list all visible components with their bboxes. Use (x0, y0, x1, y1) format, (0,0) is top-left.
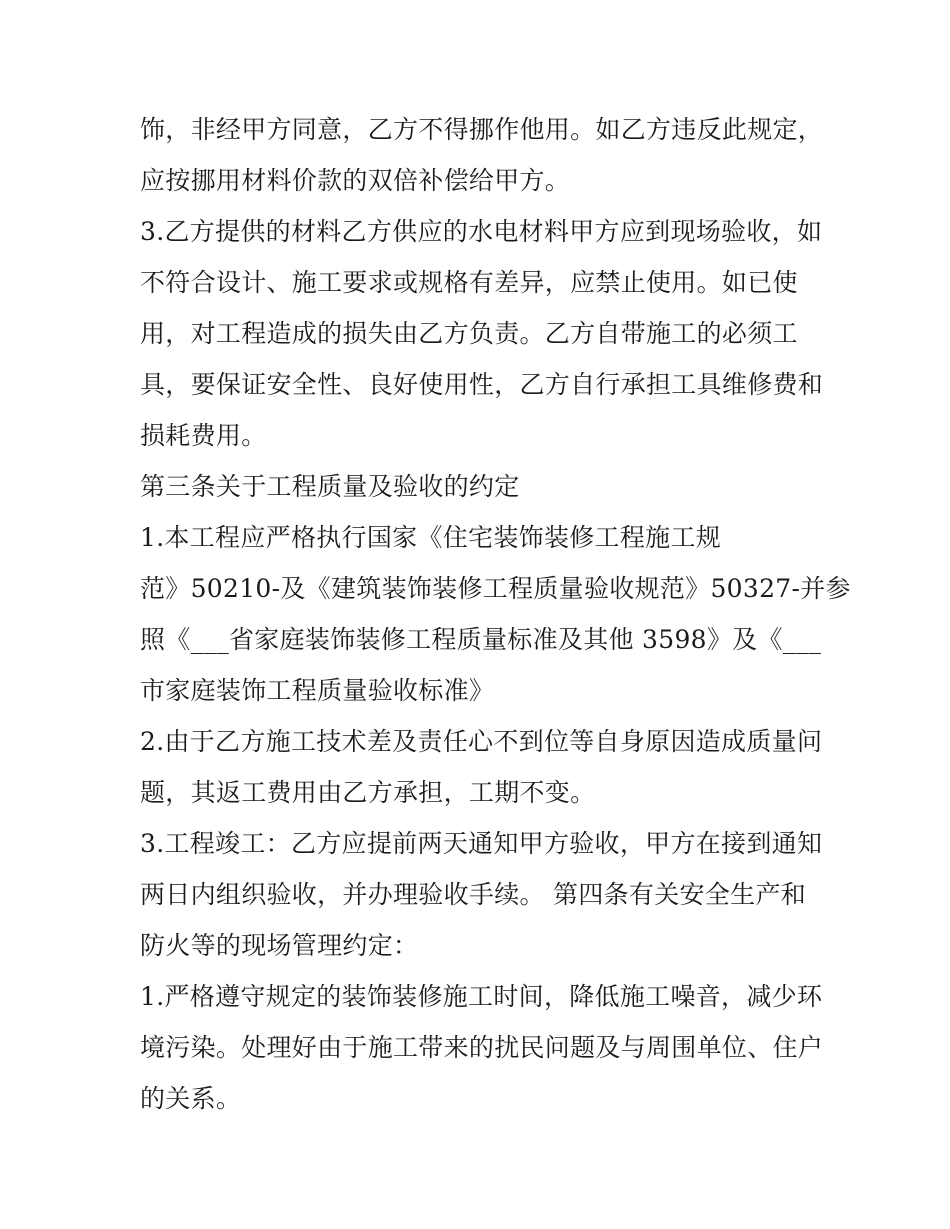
section-heading: 第三条关于工程质量及验收的约定 (140, 472, 520, 501)
text-line: 3.工程竣工：乙方应提前两天通知甲方验收，甲方在接到通知 (140, 829, 823, 858)
text-line: 2.由于乙方施工技术差及责任心不到位等自身原因造成质量问 (140, 727, 823, 756)
text-line: 防火等的现场管理约定： (140, 931, 419, 960)
text-line: 用，对工程造成的损失由乙方负责。乙方自带施工的必须工 (140, 319, 798, 348)
text-line: 饰，非经甲方同意，乙方不得挪作他用。如乙方违反此规定， (140, 115, 824, 144)
text-line: 范》50210-及《建筑装饰装修工程质量验收规范》50327-并参 (140, 574, 851, 603)
text-line: 应按挪用材料价款的双倍补偿给甲方。 (140, 166, 571, 195)
text-line: 不符合设计、施工要求或规格有差异，应禁止使用。如已使 (140, 268, 798, 297)
text-line: 照《___省家庭装饰装修工程质量标准及其他 3598》及《___ (140, 625, 822, 654)
text-line: 具，要保证安全性、良好使用性，乙方自行承担工具维修费和 (140, 370, 824, 399)
text-line: 题，其返工费用由乙方承担，工期不变。 (140, 778, 596, 807)
text-line: 市家庭装饰工程质量验收标准》 (140, 676, 495, 705)
text-line: 1.严格遵守规定的装饰装修施工时间，降低施工噪音，减少环 (140, 982, 823, 1011)
text-line: 损耗费用。 (140, 421, 267, 450)
text-line: 3.乙方提供的材料乙方供应的水电材料甲方应到现场验收，如 (140, 217, 823, 246)
text-line: 两日内组织验收，并办理验收手续。 第四条有关安全生产和 (140, 880, 807, 909)
document-body (140, 104, 851, 1124)
text-line: 境污染。处理好由于施工带来的扰民问题及与周围单位、住户 (140, 1033, 824, 1062)
text-line: 的关系。 (140, 1084, 242, 1113)
text-line: 1.本工程应严格执行国家《住宅装饰装修工程施工规 (140, 523, 722, 552)
